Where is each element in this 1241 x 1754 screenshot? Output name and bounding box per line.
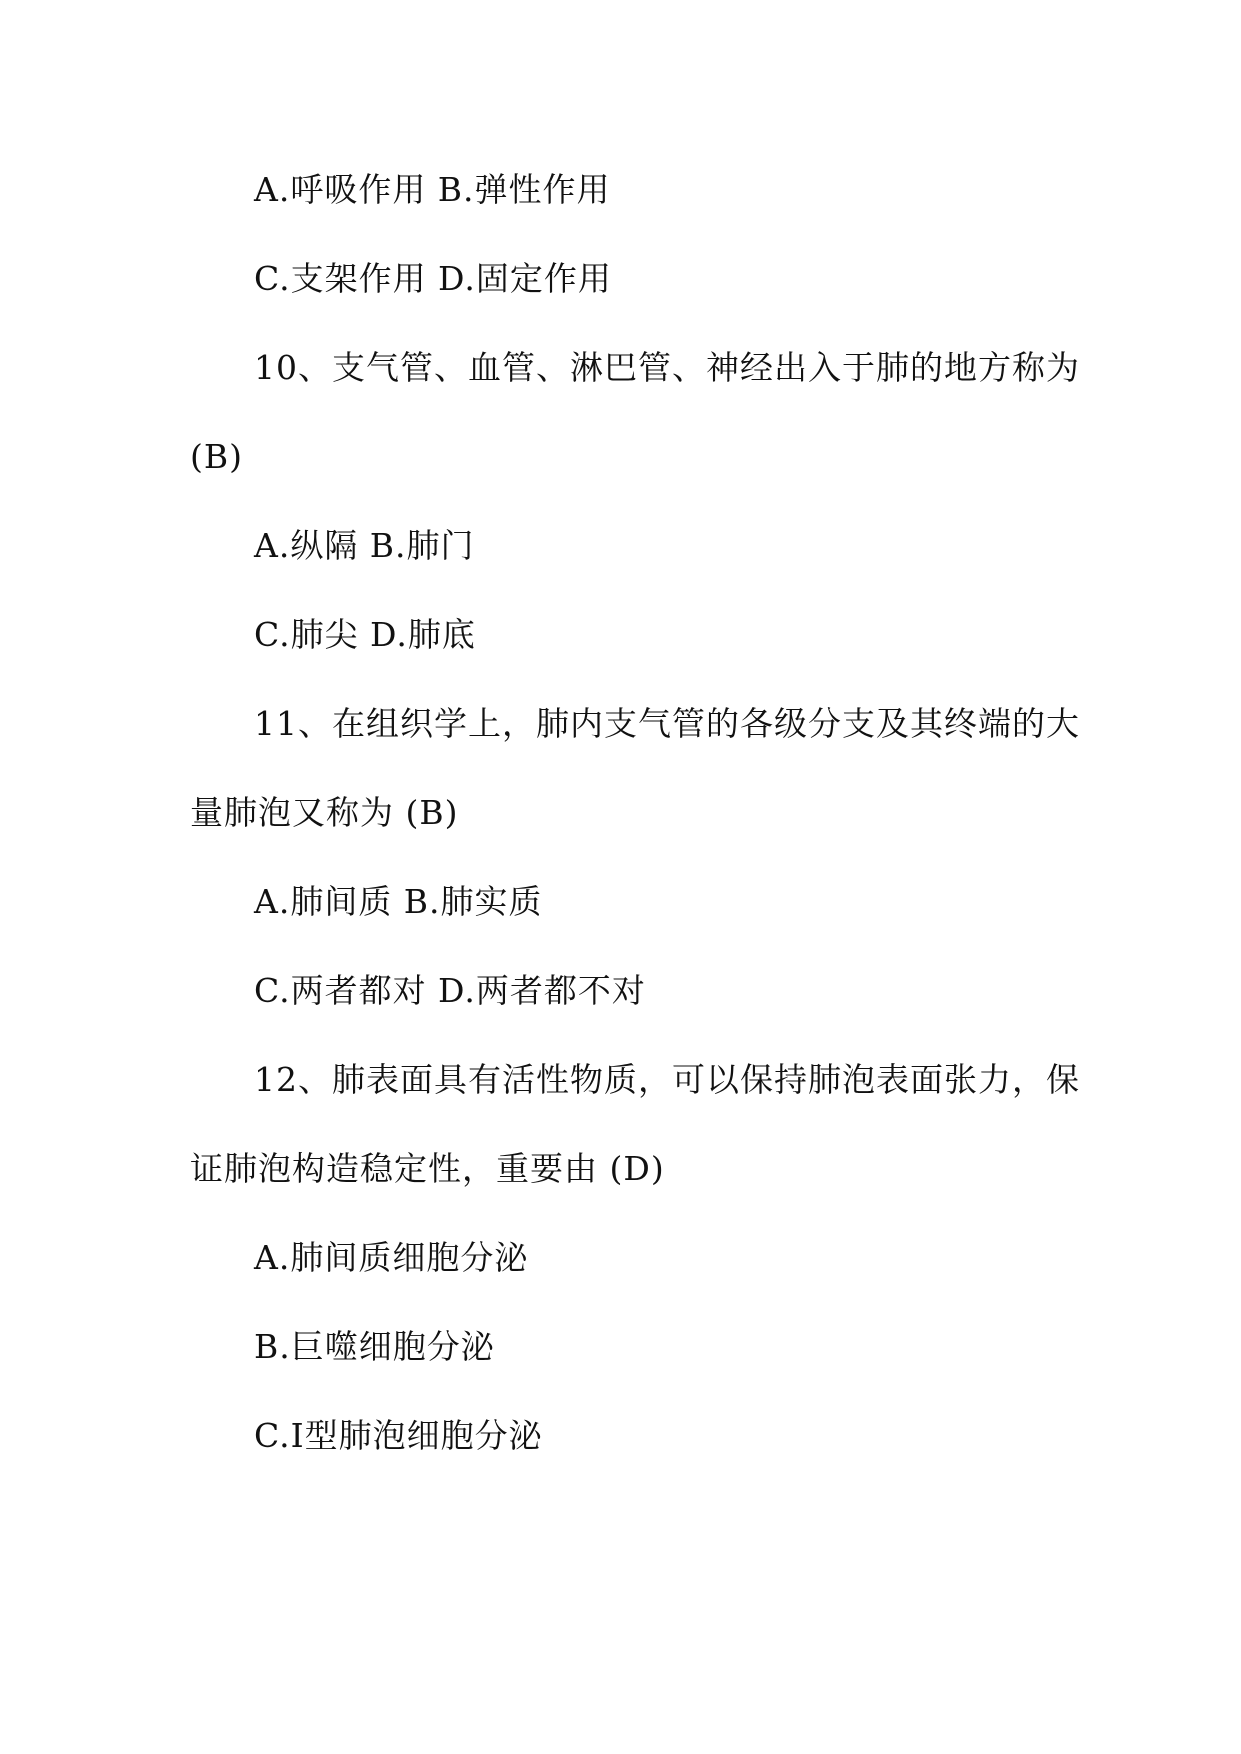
q11-stem-line-2: 量肺泡又称为 (B) <box>190 793 459 832</box>
q10-options-cd: C.肺尖 D.肺底 <box>254 615 476 654</box>
q11-options-ab: A.肺间质 B.肺实质 <box>254 882 543 921</box>
q12-option-c: C.Ⅰ型肺泡细胞分泌 <box>254 1416 543 1455</box>
q9-options-ab: A.呼吸作用 B.弹性作用 <box>254 170 611 209</box>
q12-stem-line-1: 12、肺表面具有活性物质，可以保持肺泡表面张力，保 <box>254 1060 1080 1099</box>
q12-option-a: A.肺间质细胞分泌 <box>254 1238 529 1277</box>
q10-stem-line-2: (B) <box>190 437 243 476</box>
q12-stem-line-2: 证肺泡构造稳定性，重要由 (D) <box>190 1149 665 1188</box>
q10-stem-line-1: 10、支气管、血管、淋巴管、神经出入于肺的地方称为 <box>254 348 1080 387</box>
q11-stem-line-1: 11、在组织学上，肺内支气管的各级分支及其终端的大 <box>254 704 1080 743</box>
q11-options-cd: C.两者都对 D.两者都不对 <box>254 971 646 1010</box>
q9-options-cd: C.支架作用 D.固定作用 <box>254 259 612 298</box>
q12-option-b: B.巨噬细胞分泌 <box>254 1327 495 1366</box>
q10-options-ab: A.纵隔 B.肺门 <box>254 526 475 565</box>
